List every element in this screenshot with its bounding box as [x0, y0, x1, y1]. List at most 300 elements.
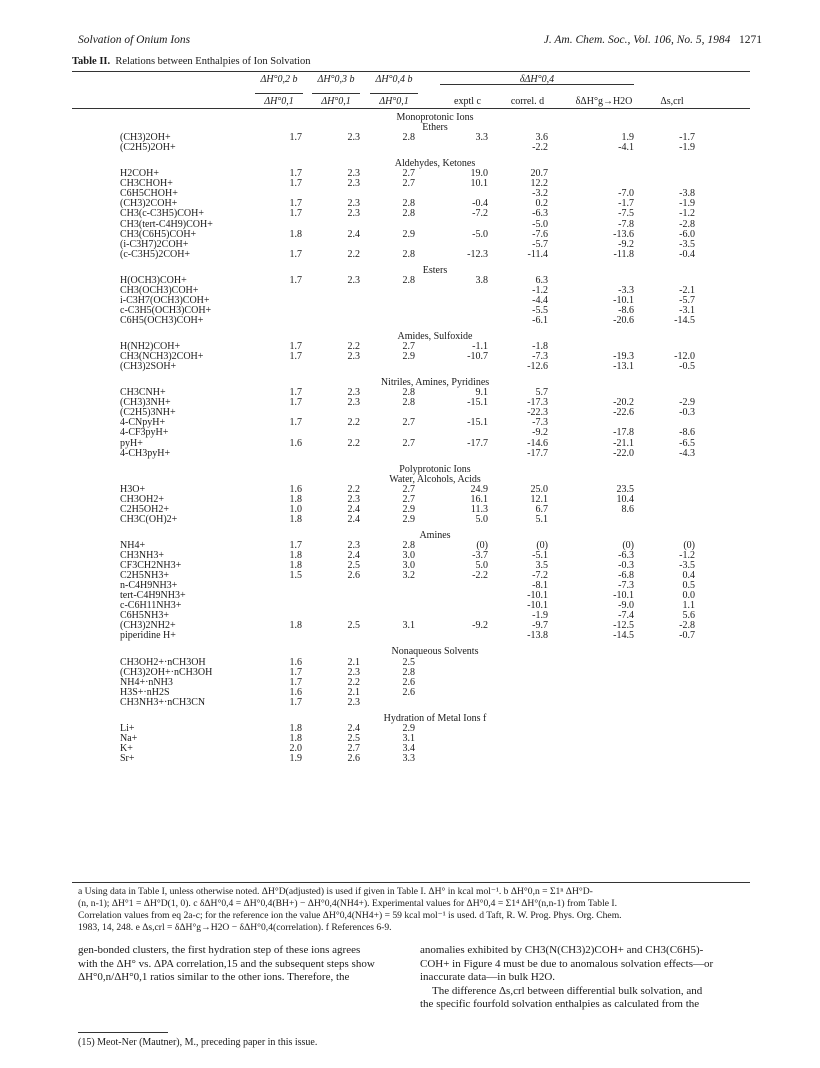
delta-correl: -7.3	[532, 417, 548, 429]
delta-scrl: -0.5	[679, 361, 695, 373]
col-head-exptl: exptl c	[454, 96, 481, 107]
ion-name: Li+	[120, 722, 135, 734]
running-header-left: Solvation of Onium Ions	[78, 34, 191, 46]
delta-exptl: -9.2	[472, 620, 488, 632]
ratio-02: 1.7	[289, 351, 302, 363]
delta-correl: -11.4	[527, 248, 548, 260]
ratio-03: 2.2	[347, 676, 360, 688]
ratio-04: 3.4	[402, 742, 415, 754]
footnote-line: 1983, 14, 248. e Δs,crl = δΔH°g→H2O − δΔH°0,4(correlation). f References 6-9.	[78, 922, 392, 933]
ratio-03: 2.2	[347, 483, 360, 495]
ratio-03: 2.3	[347, 132, 360, 144]
col-divider-rule-3	[370, 93, 418, 94]
ion-name: CH3OH2+·nCH3OH	[120, 656, 206, 668]
delta-correl: 3.5	[535, 560, 548, 572]
ratio-04: 2.8	[402, 387, 415, 399]
delta-correl: -6.1	[532, 314, 548, 326]
table-row	[0, 630, 820, 641]
delta-hydration: -11.8	[613, 248, 634, 260]
delta-hydration: -12.5	[613, 620, 634, 632]
ion-name: CH3NH3+	[120, 550, 164, 561]
body-line: gen-bonded clusters, the first hydration step of these ions agrees	[78, 944, 361, 956]
ion-name: c-C3H5(OCH3)COH+	[120, 304, 212, 316]
section-title: Nonaqueous Solvents	[391, 646, 479, 658]
delta-scrl: -3.5	[679, 238, 695, 250]
ion-name: CH3(c-C3H5)COH+	[120, 208, 204, 220]
delta-exptl: -0.4	[472, 198, 488, 210]
ion-name: C6H5NH3+	[120, 610, 169, 622]
ratio-04: 2.6	[402, 676, 415, 688]
delta-scrl: -6.5	[679, 437, 695, 449]
ion-name: n-C4H9NH3+	[120, 580, 178, 592]
ion-name: 4-CH3pyH+	[120, 447, 171, 459]
ratio-04: 2.8	[402, 539, 415, 551]
table-row	[0, 514, 820, 525]
delta-hydration: -7.5	[618, 208, 634, 220]
delta-hydration: 10.4	[616, 493, 634, 505]
delta-correl: -10.1	[527, 590, 548, 602]
delta-exptl: -7.2	[472, 208, 488, 220]
ion-name: CH3CNH+	[120, 387, 166, 399]
delta-exptl: -12.3	[467, 248, 488, 260]
ratio-04: 2.7	[402, 341, 415, 353]
ion-name: CH3(NCH3)2COH+	[120, 351, 204, 363]
ratio-02: 1.8	[289, 493, 302, 505]
ratio-02: 1.0	[289, 503, 302, 515]
ratio-04: 2.7	[402, 178, 415, 190]
ion-name: CF3CH2NH3+	[120, 560, 182, 572]
delta-hydration: -10.1	[613, 590, 634, 602]
ratio-04: 2.7	[402, 493, 415, 505]
col-divider-rule-1	[255, 93, 303, 94]
ratio-03: 2.3	[347, 493, 360, 505]
delta-correl: 25.0	[530, 483, 548, 495]
ion-name: (CH3)2COH+	[120, 198, 178, 210]
delta-scrl: -6.0	[679, 228, 695, 240]
ion-name: (CH3)2SOH+	[120, 361, 177, 373]
delta-scrl: -2.9	[679, 397, 695, 409]
ratio-04: 2.9	[402, 503, 415, 515]
ratio-04: 2.7	[402, 417, 415, 429]
ratio-02: 1.7	[289, 539, 302, 551]
ratio-03: 2.2	[347, 437, 360, 449]
ion-name: CH3(tert-C4H9)COH+	[120, 218, 213, 230]
delta-correl: -1.2	[532, 284, 548, 296]
ratio-04: 2.8	[402, 208, 415, 220]
section-subtitle: Water, Alcohols, Acids	[389, 473, 481, 485]
ratio-04: 2.7	[402, 483, 415, 495]
ratio-04: 2.7	[402, 168, 415, 180]
delta-hydration: 1.9	[621, 132, 634, 144]
ratio-02: 1.7	[289, 198, 302, 210]
delta-exptl: 10.1	[470, 178, 488, 190]
ion-name: CH3CHOH+	[120, 178, 173, 190]
delta-hydration: -4.1	[618, 142, 634, 154]
ion-name: H3O+	[120, 483, 146, 495]
ratio-02: 1.6	[289, 483, 302, 495]
delta-hydration: -14.5	[613, 630, 634, 642]
col-head-delta-hydration: δΔH°g→H2O	[575, 96, 633, 107]
delta-correl: 0.2	[535, 198, 548, 210]
ratio-02: 1.7	[289, 208, 302, 220]
ratio-03: 2.6	[347, 570, 360, 582]
delta-exptl: 16.1	[470, 493, 488, 505]
delta-exptl: -2.2	[472, 570, 488, 582]
delta-scrl: -0.7	[679, 630, 695, 642]
table-row	[0, 249, 820, 260]
ion-name: (CH3)2OH+	[120, 132, 171, 144]
ratio-04: 2.9	[402, 722, 415, 734]
ratio-03: 2.3	[347, 198, 360, 210]
delta-hydration: (0)	[622, 539, 634, 551]
ion-name: i-C3H7(OCH3)COH+	[120, 294, 210, 306]
ratio-03: 2.1	[347, 656, 360, 668]
delta-correl: -13.8	[527, 630, 548, 642]
ratio-04: 2.9	[402, 513, 415, 525]
ratio-04: 2.7	[402, 437, 415, 449]
delta-hydration: -7.8	[618, 218, 634, 230]
col-head-delta-scrl: Δs,crl	[660, 96, 684, 107]
header-bottom-rule	[72, 108, 750, 109]
ratio-04: 2.8	[402, 132, 415, 144]
table-bottom-rule	[72, 882, 750, 883]
ratio-03: 2.3	[347, 178, 360, 190]
table-title: Relations between Enthalpies of Ion Solvation	[115, 56, 311, 67]
ion-name: NH4+·nNH3	[120, 676, 173, 688]
delta-exptl: (0)	[476, 539, 488, 551]
ion-name: CH3(OCH3)COH+	[120, 284, 199, 296]
delta-exptl: -10.7	[467, 351, 488, 363]
delta-exptl: 3.8	[475, 274, 488, 286]
ratio-03: 2.3	[347, 387, 360, 399]
delta-correl: -5.7	[532, 238, 548, 250]
ion-name: 4-CF3pyH+	[120, 427, 169, 439]
delta-scrl: 5.6	[682, 610, 695, 622]
delta-correl: -7.6	[532, 228, 548, 240]
ratio-03: 2.3	[347, 351, 360, 363]
journal-citation: J. Am. Chem. Soc., Vol. 106, No. 5, 1984	[543, 34, 731, 46]
table-row	[0, 753, 820, 764]
delta-exptl: 5.0	[475, 513, 488, 525]
delta-exptl: -15.1	[467, 417, 488, 429]
ion-name: CH3OH2+	[120, 493, 164, 505]
ion-name: c-C6H11NH3+	[120, 600, 182, 612]
delta-correl: -22.3	[527, 407, 548, 419]
ion-name: CH3NH3+·nCH3CN	[120, 696, 206, 708]
section-title: Hydration of Metal Ions f	[383, 712, 487, 724]
delta-exptl: 9.1	[475, 387, 488, 399]
ratio-03: 2.3	[347, 168, 360, 180]
delta-scrl: -4.3	[679, 447, 695, 459]
delta-hydration: -3.3	[618, 284, 634, 296]
footnote-line: (n, n-1); ΔH°1 = ΔH°D(1, 0). c δΔH°0,4 = ΔH°0,4(BH+) − ΔH°0,4(NH4+). Experimental values for ΔH°0,4 = Σ1⁴ ΔH°(n,n-1) from Table I.	[78, 898, 618, 909]
delta-correl: -5.5	[532, 304, 548, 316]
ratio-04: 2.9	[402, 228, 415, 240]
delta-hydration: -8.6	[618, 304, 634, 316]
body-footnote-rule	[78, 1032, 168, 1033]
delta-hydration: 23.5	[616, 483, 634, 495]
ratio-04: 3.0	[402, 560, 415, 572]
delta-hydration: -20.2	[613, 397, 634, 409]
ratio-02: 1.7	[289, 696, 302, 708]
ion-name: piperidine H+	[120, 630, 176, 642]
delta-hydration: 8.6	[621, 503, 634, 515]
ratio-04: 2.8	[402, 248, 415, 260]
ion-name: C6H5(OCH3)COH+	[120, 314, 204, 326]
delta-scrl: 1.1	[682, 600, 695, 612]
delta-hydration: -7.3	[618, 580, 634, 592]
ion-name: H(NH2)COH+	[120, 341, 181, 353]
delta-scrl: -0.3	[679, 407, 695, 419]
ratio-04: 2.8	[402, 397, 415, 409]
ion-name: 4-CNpyH+	[120, 417, 166, 429]
delta-hydration: -1.7	[618, 198, 634, 210]
section-title: Polyprotonic Ions	[399, 463, 471, 475]
ratio-03: 2.3	[347, 539, 360, 551]
table-number: Table II.	[72, 56, 111, 67]
ion-name: H2COH+	[120, 168, 159, 180]
delta-hydration: -6.3	[618, 550, 634, 561]
ratio-02: 1.7	[289, 397, 302, 409]
delta-scrl: -3.5	[679, 560, 695, 572]
delta-hydration: -21.1	[613, 437, 634, 449]
ion-name: (i-C3H7)2COH+	[120, 238, 189, 250]
col-head-correl: correl. d	[510, 96, 545, 107]
delta-correl: -1.9	[532, 610, 548, 622]
ratio-02: 1.7	[289, 168, 302, 180]
delta-hydration: -9.0	[618, 600, 634, 612]
col-head-dh01-b: ΔH°0,1	[321, 96, 351, 107]
delta-scrl: -8.6	[679, 427, 695, 439]
delta-hydration: -7.4	[618, 610, 634, 622]
ratio-02: 1.8	[289, 722, 302, 734]
delta-scrl: -1.9	[679, 142, 695, 154]
ratio-04: 2.8	[402, 666, 415, 678]
delta-hydration: -6.8	[618, 570, 634, 582]
ion-name: H(OCH3)COH+	[120, 274, 187, 286]
delta-correl: 20.7	[530, 168, 548, 180]
delta-hydration: -13.1	[613, 361, 634, 373]
section-subtitle: Ethers	[422, 122, 448, 134]
ratio-04: 2.8	[402, 198, 415, 210]
delta-correl: -2.2	[532, 142, 548, 154]
ratio-03: 2.4	[347, 722, 360, 734]
ratio-03: 2.3	[347, 696, 360, 708]
col-head-dh02: ΔH°0,2 b	[260, 74, 298, 85]
delta-scrl: 0.0	[682, 590, 695, 602]
ratio-02: 2.0	[289, 742, 302, 754]
delta-exptl: -15.1	[467, 397, 488, 409]
ratio-02: 1.7	[289, 132, 302, 144]
delta-scrl: -1.2	[679, 550, 695, 561]
delta-scrl: (0)	[683, 539, 695, 551]
delta-scrl: -1.7	[679, 132, 695, 144]
running-header-right	[544, 34, 762, 46]
body-text-right	[420, 944, 750, 1012]
ratio-02: 1.6	[289, 656, 302, 668]
ion-name: (c-C3H5)2COH+	[120, 248, 191, 260]
delta-hydration: -9.2	[618, 238, 634, 250]
ratio-04: 2.9	[402, 351, 415, 363]
delta-scrl: -3.8	[679, 188, 695, 200]
col-head-dh01-c: ΔH°0,1	[379, 96, 409, 107]
delta-hydration: -13.6	[613, 228, 634, 240]
delta-hydration: -7.0	[618, 188, 634, 200]
footnote-line: Correlation values from eq 2a-c; for the reference ion the value ΔH°0,4(NH4+) = 59 kcal mol⁻¹ is used. d Taft, R. W. Prog. Phys. Org. Chem.	[78, 910, 622, 921]
section-title: Nitriles, Amines, Pyridines	[380, 377, 490, 389]
delta-correl: -7.2	[532, 570, 548, 582]
ion-name: (C2H5)3NH+	[120, 407, 176, 419]
delta-correl: -9.7	[532, 620, 548, 632]
delta-correl: -3.2	[532, 188, 548, 200]
delta-exptl: 19.0	[470, 168, 488, 180]
table-row	[0, 361, 820, 372]
footnote-line: a Using data in Table I, unless otherwise noted. ΔH°D(adjusted) is used if given in Table I. ΔH° in kcal mol⁻¹. b ΔH°0,n = Σ1ⁿ ΔH°D-	[78, 886, 593, 897]
delta-exptl: 24.9	[470, 483, 488, 495]
body-line: inaccurate data—in bulk H2O.	[420, 971, 556, 983]
ratio-02: 1.6	[289, 437, 302, 449]
body-line: COH+ in Figure 4 must be due to anomalous solvation effects—or	[420, 957, 714, 970]
delta-correl: -17.3	[527, 397, 548, 409]
delta-correl: -7.3	[532, 351, 548, 363]
col-head-dh04: ΔH°0,4 b	[375, 74, 413, 85]
delta-scrl: -0.4	[679, 248, 695, 260]
delta-correl: 5.1	[535, 513, 548, 525]
table-row	[0, 697, 820, 708]
ion-name: (CH3)3NH+	[120, 397, 171, 409]
delta-scrl: -2.8	[679, 218, 695, 230]
delta-exptl: -1.1	[472, 341, 488, 353]
ratio-02: 1.8	[289, 560, 302, 572]
ratio-04: 3.1	[402, 732, 415, 744]
delta-exptl: -5.0	[472, 228, 488, 240]
ratio-02: 1.7	[289, 666, 302, 678]
section-title: Amines	[419, 529, 451, 541]
table-row	[0, 448, 820, 459]
delta-correl: 6.7	[535, 503, 548, 515]
delta-correl: -4.4	[532, 294, 548, 306]
ion-name: Sr+	[120, 752, 135, 764]
ratio-03: 2.4	[347, 513, 360, 525]
delta-hydration: -19.3	[613, 351, 634, 363]
ion-name: CH3C(OH)2+	[120, 513, 178, 525]
delta-correl: 12.2	[530, 178, 548, 190]
ratio-03: 2.6	[347, 752, 360, 764]
ratio-04: 2.5	[402, 656, 415, 668]
ratio-03: 2.2	[347, 248, 360, 260]
delta-correl: -17.7	[527, 447, 548, 459]
delta-hydration: -0.3	[618, 560, 634, 572]
delta-hydration: -10.1	[613, 294, 634, 306]
ratio-02: 1.7	[289, 178, 302, 190]
table-top-rule	[72, 71, 750, 72]
delta-exptl: 11.3	[470, 503, 488, 515]
ion-name: NH4+	[120, 539, 146, 551]
ratio-02: 1.7	[289, 676, 302, 688]
col-head-dh01-a: ΔH°0,1	[264, 96, 294, 107]
col-divider-rule-2	[312, 93, 360, 94]
ratio-03: 2.2	[347, 341, 360, 353]
delta-scrl: -12.0	[674, 351, 695, 363]
section-title: Amides, Sulfoxide	[397, 331, 473, 342]
col-head-dh03: ΔH°0,3 b	[317, 74, 355, 85]
delta-hydration: -22.0	[613, 447, 634, 459]
body-line: anomalies exhibited by CH3(N(CH3)2)COH+ and CH3(C6H5)-	[420, 944, 704, 956]
delta-exptl: 3.3	[475, 132, 488, 144]
ratio-02: 1.8	[289, 550, 302, 561]
ion-name: tert-C4H9NH3+	[120, 590, 186, 602]
ion-name: (CH3)2NH2+	[120, 620, 176, 632]
table-row	[0, 142, 820, 153]
delta-scrl: -1.9	[679, 198, 695, 210]
ion-name: H3S+·nH2S	[120, 686, 170, 698]
ratio-04: 3.3	[402, 752, 415, 764]
body-line: ΔH°0,n/ΔH°0,1 ratios similar to the other ions. Therefore, the	[78, 971, 350, 983]
ion-name: CH3(C6H5)COH+	[120, 228, 197, 240]
table-caption	[72, 56, 310, 67]
body-line: The difference Δs,crl between differential bulk solvation, and	[432, 984, 703, 997]
delta-hydration: -17.8	[613, 427, 634, 439]
table-row	[0, 315, 820, 326]
body-line: the specific fourfold solvation enthalpies as calculated from the	[420, 998, 700, 1010]
ratio-04: 2.6	[402, 686, 415, 698]
ratio-03: 2.5	[347, 620, 360, 632]
delta-correl: -10.1	[527, 600, 548, 612]
body-footnote-15: (15) Meot-Ner (Mautner), M., preceding paper in this issue.	[78, 1037, 318, 1048]
ratio-03: 2.7	[347, 742, 360, 754]
ion-name: C2H5NH3+	[120, 570, 169, 582]
delta-scrl: -3.1	[679, 304, 695, 316]
ratio-02: 1.5	[289, 570, 302, 582]
delta-correl: -9.2	[532, 427, 548, 439]
ratio-02: 1.8	[289, 513, 302, 525]
ion-name: (C2H5)2OH+	[120, 142, 176, 154]
delta-correl: 3.6	[535, 132, 548, 144]
ion-name: C2H5OH2+	[120, 503, 169, 515]
ratio-03: 2.5	[347, 560, 360, 572]
ratio-02: 1.7	[289, 248, 302, 260]
delta-scrl: 0.4	[682, 570, 695, 582]
delta-hydration: -22.6	[613, 407, 634, 419]
delta-correl: 5.7	[535, 387, 548, 399]
table-footnotes	[78, 886, 748, 934]
ratio-04: 2.8	[402, 274, 415, 286]
delta-correl: (0)	[536, 539, 548, 551]
body-line: with the ΔH° vs. ΔPA correlation,15 and the subsequent steps show	[78, 957, 375, 970]
ratio-02: 1.7	[289, 274, 302, 286]
ratio-03: 2.3	[347, 666, 360, 678]
ion-name: (CH3)2OH+·nCH3OH	[120, 666, 213, 678]
section-title: Monoprotonic Ions	[396, 112, 474, 123]
body-text-left	[78, 944, 408, 985]
delta-scrl: -1.2	[679, 208, 695, 220]
delta-exptl: 5.0	[475, 560, 488, 572]
delta-correl: -6.3	[532, 208, 548, 220]
delta-correl: -8.1	[532, 580, 548, 592]
ratio-03: 2.3	[347, 208, 360, 220]
ion-name: C6H5CHOH+	[120, 188, 178, 200]
delta-exptl: -3.7	[472, 550, 488, 561]
ion-name: pyH+	[120, 437, 143, 449]
ratio-04: 3.0	[402, 550, 415, 561]
delta-scrl: -2.1	[679, 284, 695, 296]
section-title: Esters	[422, 264, 448, 276]
col-head-span-delta: δΔH°0,4	[519, 74, 555, 85]
ratio-03: 2.3	[347, 397, 360, 409]
ion-name: K+	[120, 742, 133, 754]
ratio-03: 2.1	[347, 686, 360, 698]
delta-correl: -1.8	[532, 341, 548, 353]
